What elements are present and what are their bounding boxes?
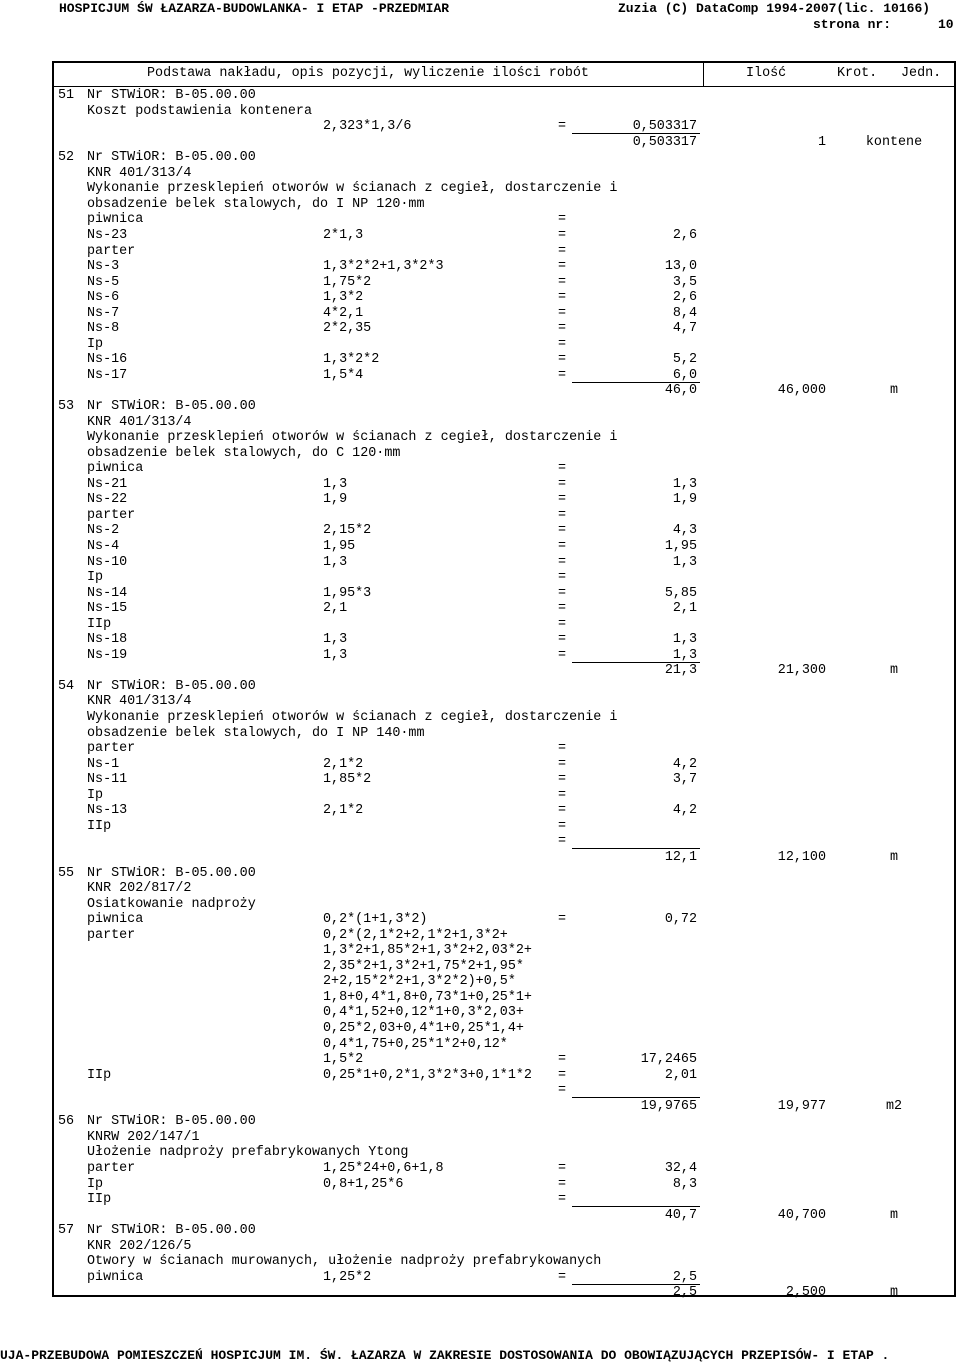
calc-equals: = — [558, 803, 567, 819]
item-number: 51 — [58, 88, 75, 103]
calc-equals: = — [558, 570, 567, 586]
calc-equals: = — [558, 352, 567, 368]
calc-label: parter — [87, 507, 136, 523]
item-subtotal: 19,9765 — [640, 1098, 697, 1114]
calc-expression: 1,3 — [323, 476, 348, 492]
item-source: Nr STWiOR: B-05.00.00 — [87, 88, 256, 103]
column-header-unit: Jedn. — [901, 66, 942, 81]
calc-label: piwnica — [87, 212, 144, 228]
calc-value: 5,85 — [664, 585, 697, 601]
calc-expression: 2,323*1,3/6 — [323, 119, 412, 135]
calc-value: 3,7 — [672, 772, 697, 788]
calc-expression: 2,1*2 — [323, 803, 364, 819]
item-source: Nr STWiOR: B-05.00.00 — [87, 399, 256, 414]
calc-value: 2,01 — [664, 1067, 697, 1083]
calc-equals: = — [558, 554, 567, 570]
item-subtotal: 40,7 — [664, 1207, 697, 1223]
calc-label: parter — [87, 927, 136, 943]
calc-label: Ip — [87, 1176, 104, 1192]
item-quantity: 1 — [817, 134, 826, 150]
calc-expression: 1,75*2 — [323, 274, 372, 290]
calc-value: 2,5 — [672, 1269, 697, 1285]
calc-equals: = — [558, 212, 567, 228]
calc-label: Ns-21 — [87, 476, 128, 492]
calc-value: 4,7 — [672, 321, 697, 337]
calc-equals: = — [558, 1052, 567, 1068]
calc-label: Ns-6 — [87, 290, 120, 306]
calc-value: 1,3 — [672, 632, 697, 648]
calc-equals: = — [558, 1083, 567, 1099]
page-number-label: strona nr: — [813, 17, 892, 32]
calc-label: Ip — [87, 336, 104, 352]
calc-label: Ip — [87, 787, 104, 803]
calc-label: Ns-10 — [87, 554, 128, 570]
item-subtotal: 0,503317 — [632, 134, 697, 150]
item-unit: m — [889, 383, 899, 399]
calc-equals: = — [558, 1067, 567, 1083]
calc-label: Ns-4 — [87, 538, 120, 554]
item-source: Nr STWiOR: B-05.00.00 — [87, 865, 256, 881]
item-subtotal: 2,5 — [672, 1285, 697, 1301]
calc-expression: 0,2*(1+1,3*2) — [323, 912, 428, 928]
calc-label: Ns-19 — [87, 647, 128, 663]
calc-value: 1,3 — [672, 476, 697, 492]
calc-label: IIp — [87, 818, 112, 834]
calc-expression: 4*2,1 — [323, 305, 364, 321]
calc-equals: = — [558, 632, 567, 648]
calc-expression: 1,25*2 — [323, 1269, 372, 1285]
calc-equals: = — [558, 912, 567, 928]
calc-value: 1,9 — [672, 492, 697, 508]
calc-label: Ns-11 — [87, 772, 128, 788]
item-source: Nr STWiOR: B-05.00.00 — [87, 1223, 256, 1239]
calc-equals: = — [558, 274, 567, 290]
calc-equals: = — [558, 119, 567, 135]
calc-equals: = — [558, 321, 567, 337]
calc-equals: = — [558, 1192, 567, 1208]
item-description: Otwory w ścianach murowanych, ułożenie nadproży prefabrykowanych — [87, 1254, 602, 1270]
calc-equals: = — [558, 601, 567, 617]
item-quantity: 2,500 — [785, 1285, 826, 1301]
calc-equals: = — [558, 818, 567, 834]
calc-expression: 1,9 — [323, 492, 348, 508]
calc-expression: 1,5*4 — [323, 367, 364, 383]
calc-equals: = — [558, 741, 567, 757]
calc-value: 32,4 — [664, 1160, 697, 1176]
calc-expression: 2*1,3 — [323, 227, 364, 243]
calc-expression: 2+2,15*2*2+1,3*2*2)+0,5* — [323, 974, 516, 990]
project-footer: UJA-PRZEBUDOWA POMIESZCZEŃ HOSPICJUM IM. ŚW. ŁAZARZA W ZAKRESIE DOSTOSOWANIA DO OBOWIĄZUJĄCYCH PRZEPISÓW- I ETAP . — [0, 1348, 890, 1363]
calc-equals: = — [558, 227, 567, 243]
calc-expression: 1,8+0,4*1,8+0,73*1+0,25*1+ — [323, 989, 532, 1005]
item-unit: kontene — [865, 134, 923, 150]
column-separator — [703, 62, 704, 86]
calc-equals: = — [558, 1269, 567, 1285]
calc-label: piwnica — [87, 912, 144, 928]
column-header-quantity: Ilość — [746, 66, 787, 81]
calc-expression: 0,4*1,52+0,12*1+0,3*2,03+ — [323, 1005, 524, 1021]
calc-expression: 1,3 — [323, 632, 348, 648]
calc-equals: = — [558, 538, 567, 554]
calc-equals: = — [558, 476, 567, 492]
calc-equals: = — [558, 492, 567, 508]
item-number: 53 — [58, 399, 75, 414]
item-number: 55 — [58, 865, 75, 881]
calc-equals: = — [558, 772, 567, 788]
calc-value: 4,2 — [672, 756, 697, 772]
calc-value: 1,3 — [672, 647, 697, 663]
calc-expression: 1,85*2 — [323, 772, 372, 788]
header-divider — [54, 86, 954, 87]
item-description: Wykonanie przesklepień otworów w ścianach z cegieł, dostarczenie i — [87, 710, 618, 725]
item-unit: m — [889, 1285, 899, 1301]
calc-label: Ns-8 — [87, 321, 120, 337]
calc-equals: = — [558, 336, 567, 352]
item-unit: m — [889, 849, 899, 865]
item-description: obsadzenie belek stalowych, do I NP 140·mm — [87, 725, 425, 741]
item-quantity: 46,000 — [777, 383, 826, 399]
item-description: obsadzenie belek stalowych, do C 120·mm — [87, 445, 401, 461]
calc-label: Ip — [87, 570, 104, 586]
item-description: Wykonanie przesklepień otworów w ścianach z cegieł, dostarczenie i — [87, 430, 618, 446]
calc-expression: 2*2,35 — [323, 321, 372, 337]
calc-expression: 1,95*3 — [323, 585, 372, 601]
calc-expression: 2,1*2 — [323, 756, 364, 772]
calc-label: Ns-15 — [87, 601, 128, 617]
calc-equals: = — [558, 305, 567, 321]
calc-value: 3,5 — [672, 274, 697, 290]
calc-value: 6,0 — [672, 367, 697, 383]
item-catalog-code: KNR 401/313/4 — [87, 694, 192, 710]
item-catalog-code: KNR 401/313/4 — [87, 414, 192, 430]
calc-equals: = — [558, 616, 567, 632]
item-description: Ułożenie nadproży prefabrykowanych Ytong — [87, 1145, 409, 1161]
calc-expression: 0,4*1,75+0,25*1*2+0,12* — [323, 1036, 508, 1052]
calc-expression: 0,25*1+0,2*1,3*2*3+0,1*1*2 — [323, 1067, 532, 1083]
calc-value: 2,6 — [672, 227, 697, 243]
calc-label: parter — [87, 741, 136, 757]
calc-expression: 0,2*(2,1*2+2,1*2+1,3*2+ — [323, 927, 508, 943]
item-unit: m — [889, 1207, 899, 1223]
calc-label: Ns-18 — [87, 632, 128, 648]
calc-label: Ns-1 — [87, 756, 120, 772]
item-catalog-code: KNR 202/817/2 — [87, 881, 192, 897]
calc-label: Ns-2 — [87, 523, 120, 539]
calc-expression: 1,3*2+1,85*2+1,3*2+2,03*2+ — [323, 943, 532, 959]
calc-label: IIp — [87, 616, 112, 632]
calc-label: piwnica — [87, 1269, 144, 1285]
column-header-basis: Podstawa nakładu, opis pozycji, wyliczenie ilości robót — [147, 66, 589, 81]
item-number: 57 — [58, 1223, 75, 1239]
item-catalog-code: KNR 401/313/4 — [87, 165, 192, 181]
item-description: Osiatkowanie nadproży — [87, 896, 256, 912]
calc-label: Ns-17 — [87, 367, 128, 383]
calc-value: 13,0 — [664, 259, 697, 275]
calc-equals: = — [558, 259, 567, 275]
calc-expression: 1,25*24+0,6+1,8 — [323, 1160, 444, 1176]
item-catalog-code: KNRW 202/147/1 — [87, 1129, 200, 1145]
calc-equals: = — [558, 507, 567, 523]
calc-equals: = — [558, 461, 567, 477]
calc-label: IIp — [87, 1067, 112, 1083]
calc-value: 2,1 — [672, 601, 697, 617]
calc-expression: 1,3 — [323, 554, 348, 570]
item-subtotal: 12,1 — [664, 849, 697, 865]
calc-equals: = — [558, 367, 567, 383]
calc-value: 5,2 — [672, 352, 697, 368]
calc-expression: 2,35*2+1,3*2+1,75*2+1,95* — [323, 958, 524, 974]
calc-expression: 2,15*2 — [323, 523, 372, 539]
calc-label: Ns-23 — [87, 227, 128, 243]
calc-value: 4,3 — [672, 523, 697, 539]
calc-expression: 1,3*2*2 — [323, 352, 380, 368]
calc-label: IIp — [87, 1192, 112, 1208]
item-quantity: 12,100 — [777, 849, 826, 865]
calc-label: piwnica — [87, 461, 144, 477]
calc-expression: 2,1 — [323, 601, 348, 617]
calc-equals: = — [558, 243, 567, 259]
calc-equals: = — [558, 523, 567, 539]
calc-expression: 1,3*2*2+1,3*2*3 — [323, 259, 444, 275]
calc-label: parter — [87, 1160, 136, 1176]
item-catalog-code: KNR 202/126/5 — [87, 1238, 192, 1254]
calc-equals: = — [558, 834, 567, 850]
calc-label: Ns-22 — [87, 492, 128, 508]
calc-value: 0,503317 — [632, 119, 697, 135]
calc-label: Ns-7 — [87, 305, 120, 321]
calc-equals: = — [558, 1176, 567, 1192]
document-title: HOSPICJUM ŚW ŁAZARZA-BUDOWLANKA- I ETAP -PRZEDMIAR — [59, 1, 450, 16]
calc-value: 0,72 — [664, 912, 697, 928]
calc-equals: = — [558, 787, 567, 803]
calc-expression: 1,3 — [323, 647, 348, 663]
calc-value: 8,3 — [672, 1176, 697, 1192]
calc-label: Ns-3 — [87, 259, 120, 275]
item-subtotal: 21,3 — [664, 663, 697, 679]
calc-value: 2,6 — [672, 290, 697, 306]
calc-expression: 1,5*2 — [323, 1052, 364, 1068]
item-source: Nr STWiOR: B-05.00.00 — [87, 150, 256, 166]
calc-expression: 1,3*2 — [323, 290, 364, 306]
calc-label: Ns-14 — [87, 585, 128, 601]
item-source: Nr STWiOR: B-05.00.00 — [87, 1114, 256, 1130]
page-number: 10 — [938, 17, 954, 32]
calc-expression: 0,8+1,25*6 — [323, 1176, 404, 1192]
calc-label: parter — [87, 243, 136, 259]
item-number: 56 — [58, 1114, 75, 1130]
item-quantity: 40,700 — [777, 1207, 826, 1223]
calc-label: Ns-16 — [87, 352, 128, 368]
calc-value: 17,2465 — [640, 1052, 697, 1068]
calc-expression: 0,25*2,03+0,4*1+0,25*1,4+ — [323, 1021, 524, 1036]
calc-equals: = — [558, 647, 567, 663]
calc-value: 1,3 — [672, 554, 697, 570]
calc-value: 4,2 — [672, 803, 697, 819]
item-unit: m2 — [885, 1098, 903, 1114]
item-quantity: 19,977 — [777, 1098, 826, 1114]
item-subtotal: 46,0 — [664, 383, 697, 399]
item-source: Nr STWiOR: B-05.00.00 — [87, 678, 256, 694]
item-number: 52 — [58, 150, 75, 166]
calc-equals: = — [558, 756, 567, 772]
calc-expression: 1,95 — [323, 538, 356, 554]
column-header-multiplier: Krot. — [837, 66, 878, 81]
calc-value: 1,95 — [664, 538, 697, 554]
item-number: 54 — [58, 678, 75, 694]
item-description: Wykonanie przesklepień otworów w ścianach z cegieł, dostarczenie i — [87, 181, 618, 197]
item-unit: m — [889, 663, 899, 679]
calc-equals: = — [558, 585, 567, 601]
software-credit: Zuzia (C) DataComp 1994-2007(lic. 10166) — [618, 1, 931, 16]
calc-value: 8,4 — [672, 305, 697, 321]
calc-equals: = — [558, 1160, 567, 1176]
item-description: Koszt podstawienia kontenera — [87, 103, 312, 119]
calc-label: Ns-5 — [87, 274, 120, 290]
calc-equals: = — [558, 290, 567, 306]
calc-label: Ns-13 — [87, 803, 128, 819]
item-quantity: 21,300 — [777, 663, 826, 679]
item-description: obsadzenie belek stalowych, do I NP 120·mm — [87, 196, 425, 212]
